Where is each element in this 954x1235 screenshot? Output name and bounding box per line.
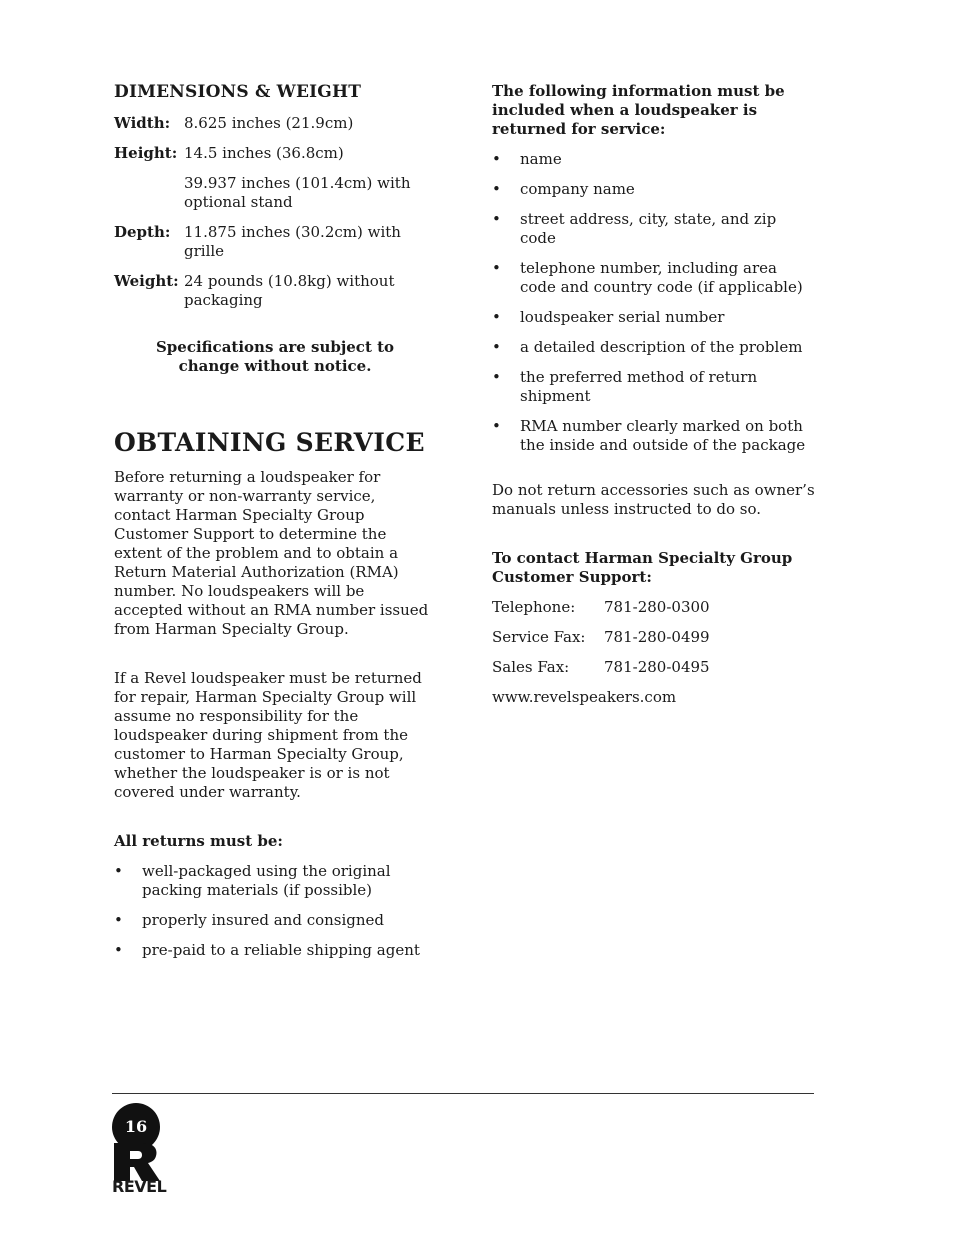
dimension-label: Width: [114,114,171,132]
returns-list [114,862,436,960]
list-item-text: name [520,150,562,168]
list-item [492,180,816,199]
bullet-icon: • [492,180,501,198]
contact-label: Service Fax: [492,628,586,646]
dimension-row-height [114,144,436,163]
list-item-text: pre-paid to a reliable shipping agent [142,941,420,959]
list-item-text: the preferred method of return shipment [520,368,758,405]
contact-value: 781-280-0300 [604,598,710,616]
list-item-text: a detailed description of the problem [520,338,803,356]
returns-heading: All returns must be: [114,832,283,850]
dimension-value: 14.5 inches (36.8cm) [184,144,344,162]
contact-label: Telephone: [492,598,576,616]
contact-row-sales-fax [492,658,816,677]
revel-r-logo-icon [112,1143,162,1181]
contact-value: 781-280-0499 [604,628,710,646]
brand-wordmark: REVEL [112,1177,167,1196]
list-item-text: well-packaged using the original packing materials (if possible) [142,862,391,899]
dimension-label: Height: [114,144,178,162]
list-item-text: loudspeaker serial number [520,308,725,326]
contact-heading: To contact Harman Specialty Group Customer Support: [492,549,793,586]
bullet-icon: • [492,338,501,356]
service-heading: OBTAINING SERVICE [114,428,425,457]
service-paragraph-1: Before returning a loudspeaker for warranty or non-warranty service, contact Harman Specialty Group Customer Support to determine the extent of the problem and to obtain a Return Material Authorization (RMA) number. No loudspeakers will be accepted without an RMA number issued from Harman Specialty Group. [114,468,429,638]
dimension-row-height-stand [114,174,436,212]
bullet-icon: • [492,417,501,435]
contact-label: Sales Fax: [492,658,570,676]
dimension-value: 11.875 inches (30.2cm) with grille [184,223,401,260]
list-item [492,259,816,297]
bullet-icon: • [114,862,123,880]
list-item-text: RMA number clearly marked on both the inside and outside of the package [520,417,806,454]
website-link[interactable]: www.revelspeakers.com [492,688,677,706]
dimension-row-depth [114,223,436,261]
list-item [492,338,816,357]
revel-logo [112,1103,172,1198]
list-item-text: properly insured and consigned [142,911,385,929]
contact-value: 781-280-0495 [604,658,710,676]
return-info-list [492,150,816,455]
bullet-icon: • [114,911,123,929]
list-item [492,368,816,406]
accessories-note: Do not return accessories such as owner’s manuals unless instructed to do so. [492,481,815,518]
contact-row-service-fax [492,628,816,647]
list-item-text: street address, city, state, and zip code [520,210,777,247]
page-number: 16 [112,1103,160,1151]
bullet-icon: • [492,308,501,326]
bullet-icon: • [492,259,501,277]
dimension-value: 24 pounds (10.8kg) without packaging [184,272,395,309]
dimension-value: 39.937 inches (101.4cm) with optional stand [184,174,411,211]
footer-divider [112,1093,814,1094]
list-item [492,150,816,169]
service-paragraph-2: If a Revel loudspeaker must be returned for repair, Harman Specialty Group will assume no responsibility for the loudspeaker during shipment from the customer to Harman Specialty Group, whether the loudspeaker is or is not covered under warranty. [114,669,422,801]
list-item-text: company name [520,180,635,198]
specifications-notice: Specifications are subject to change without notice. [155,338,395,375]
dimension-value: 8.625 inches (21.9cm) [184,114,354,132]
bullet-icon: • [492,150,501,168]
list-item [492,417,816,455]
bullet-icon: • [492,368,501,386]
dimension-label: Weight: [114,272,179,290]
dimension-row-weight [114,272,436,310]
list-item [492,210,816,248]
left-column [114,82,436,971]
dimension-row-width [114,114,436,133]
list-item [114,911,436,930]
bullet-icon: • [492,210,501,228]
right-column [492,82,816,707]
dimensions-heading: DIMENSIONS & WEIGHT [114,82,362,102]
list-item [114,941,436,960]
dimension-label: Depth: [114,223,171,241]
list-item [114,862,436,900]
return-info-heading: The following information must be included when a loudspeaker is returned for service: [492,82,785,138]
contact-row-telephone [492,598,816,617]
bullet-icon: • [114,941,123,959]
list-item-text: telephone number, including area code and country code (if applicable) [520,259,803,296]
list-item [492,308,816,327]
